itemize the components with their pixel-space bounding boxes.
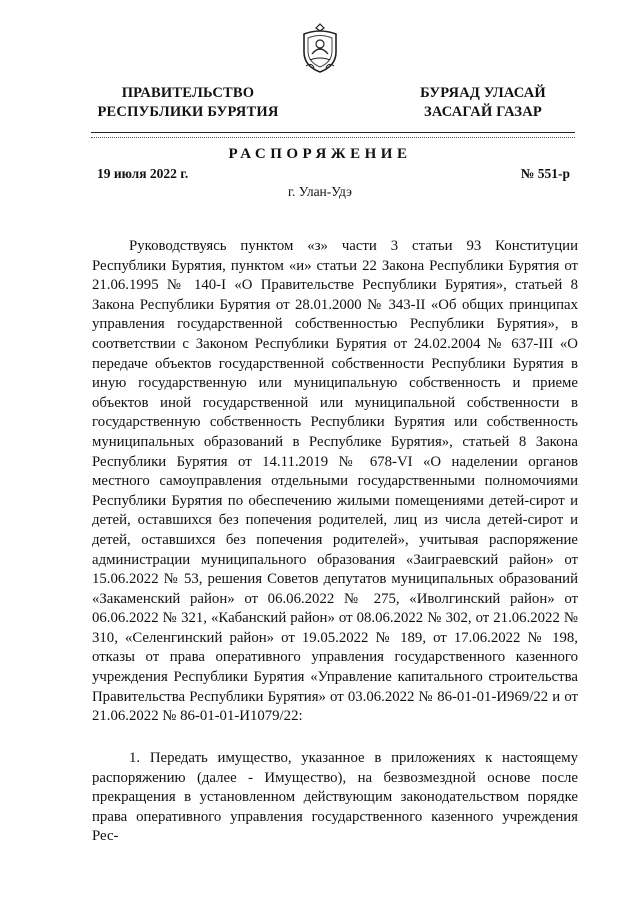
government-name-ru	[92, 84, 284, 122]
document-date: 19 июля 2022 г.	[97, 166, 189, 181]
coat-of-arms-icon	[298, 22, 342, 74]
preamble-paragraph	[92, 237, 578, 727]
header-divider-dotted	[91, 137, 575, 138]
document-title: РАСПОРЯЖЕНИЕ	[228, 146, 412, 162]
government-name-bua-line1: БУРЯАД УЛАСАЙ	[420, 85, 546, 101]
government-name-ru-line1: ПРАВИТЕЛЬСТВО	[121, 85, 255, 101]
government-name-ru-line2: РЕСПУБЛИКИ БУРЯТИЯ	[97, 104, 279, 120]
header-divider	[91, 132, 575, 133]
document-city: г. Улан-Удэ	[288, 184, 352, 199]
government-name-bua-line2: ЗАСАГАЙ ГАЗАР	[424, 104, 542, 120]
clause-1-paragraph	[92, 749, 578, 847]
document-number: № 551-р	[520, 166, 570, 181]
preamble-text: Руководствуясь пунктом «з» части 3 статьи 93 Конституции Республики Бурятия, пунктом «и» статьи 22 Закона Республики Бурятия от 21.06.1995 № 140-I «О Правительстве Республики Бурятия», статьей 8 Закона Республики Бурятия от 28.01.2000 № 343-II «Об общих принципах управления государственной собственностью Республики Бурятия», в соответствии с Законом Республики Бурятия от 24.02.2004 № 637-III «О передаче объектов государственной собственности Республики Бурятия в иную государственную или муниципальную собственность и приеме объектов иной государственной или муниципальной собственности в государственную собственность Республики Бурятия или собственность муниципальных образований в Республике Бурятия», статьей 8 Закона Республики Бурятия от 14.11.2019 № 678-VI «О наделении органов местного самоуправления отдельными государственными полномочиями Республики Бурятия по обеспечению жилыми помещениями детей-сирот и детей, оставшихся без попечения родителей, лиц из числа детей-сирот и детей, оставшихся без попечения родителей», учитывая распоряжение администрации муниципального образования «Заиграевский район» от 15.06.2022 № 53, решения Советов депутатов муниципальных образований «Закаменский район» от 06.06.2022 № 275, «Иволгинский район» от 06.06.2022 № 321, «Кабанский район» от 08.06.2022 № 302, от 21.06.2022 № 310, «Селенгинский район» от 19.05.2022 № 189, от 17.06.2022 № 198, отказы от права оперативного управления государственного казенного учреждения Республики Бурятия «Управление капитального строительства Правительства Республики Бурятия» от 03.06.2022 № 86-01-01-И969/22 и от 21.06.2022 № 86-01-01-И1079/22:	[92, 238, 578, 725]
government-name-bua	[398, 84, 568, 122]
clause-1-text: 1. Передать имущество, указанное в приложениях к настоящему распоряжению (далее - Имущество), на безвозмездной основе после прекращения в установленном действующим законодательством порядке права оперативного управления государственного казенного учреждения Рес-	[92, 750, 578, 845]
